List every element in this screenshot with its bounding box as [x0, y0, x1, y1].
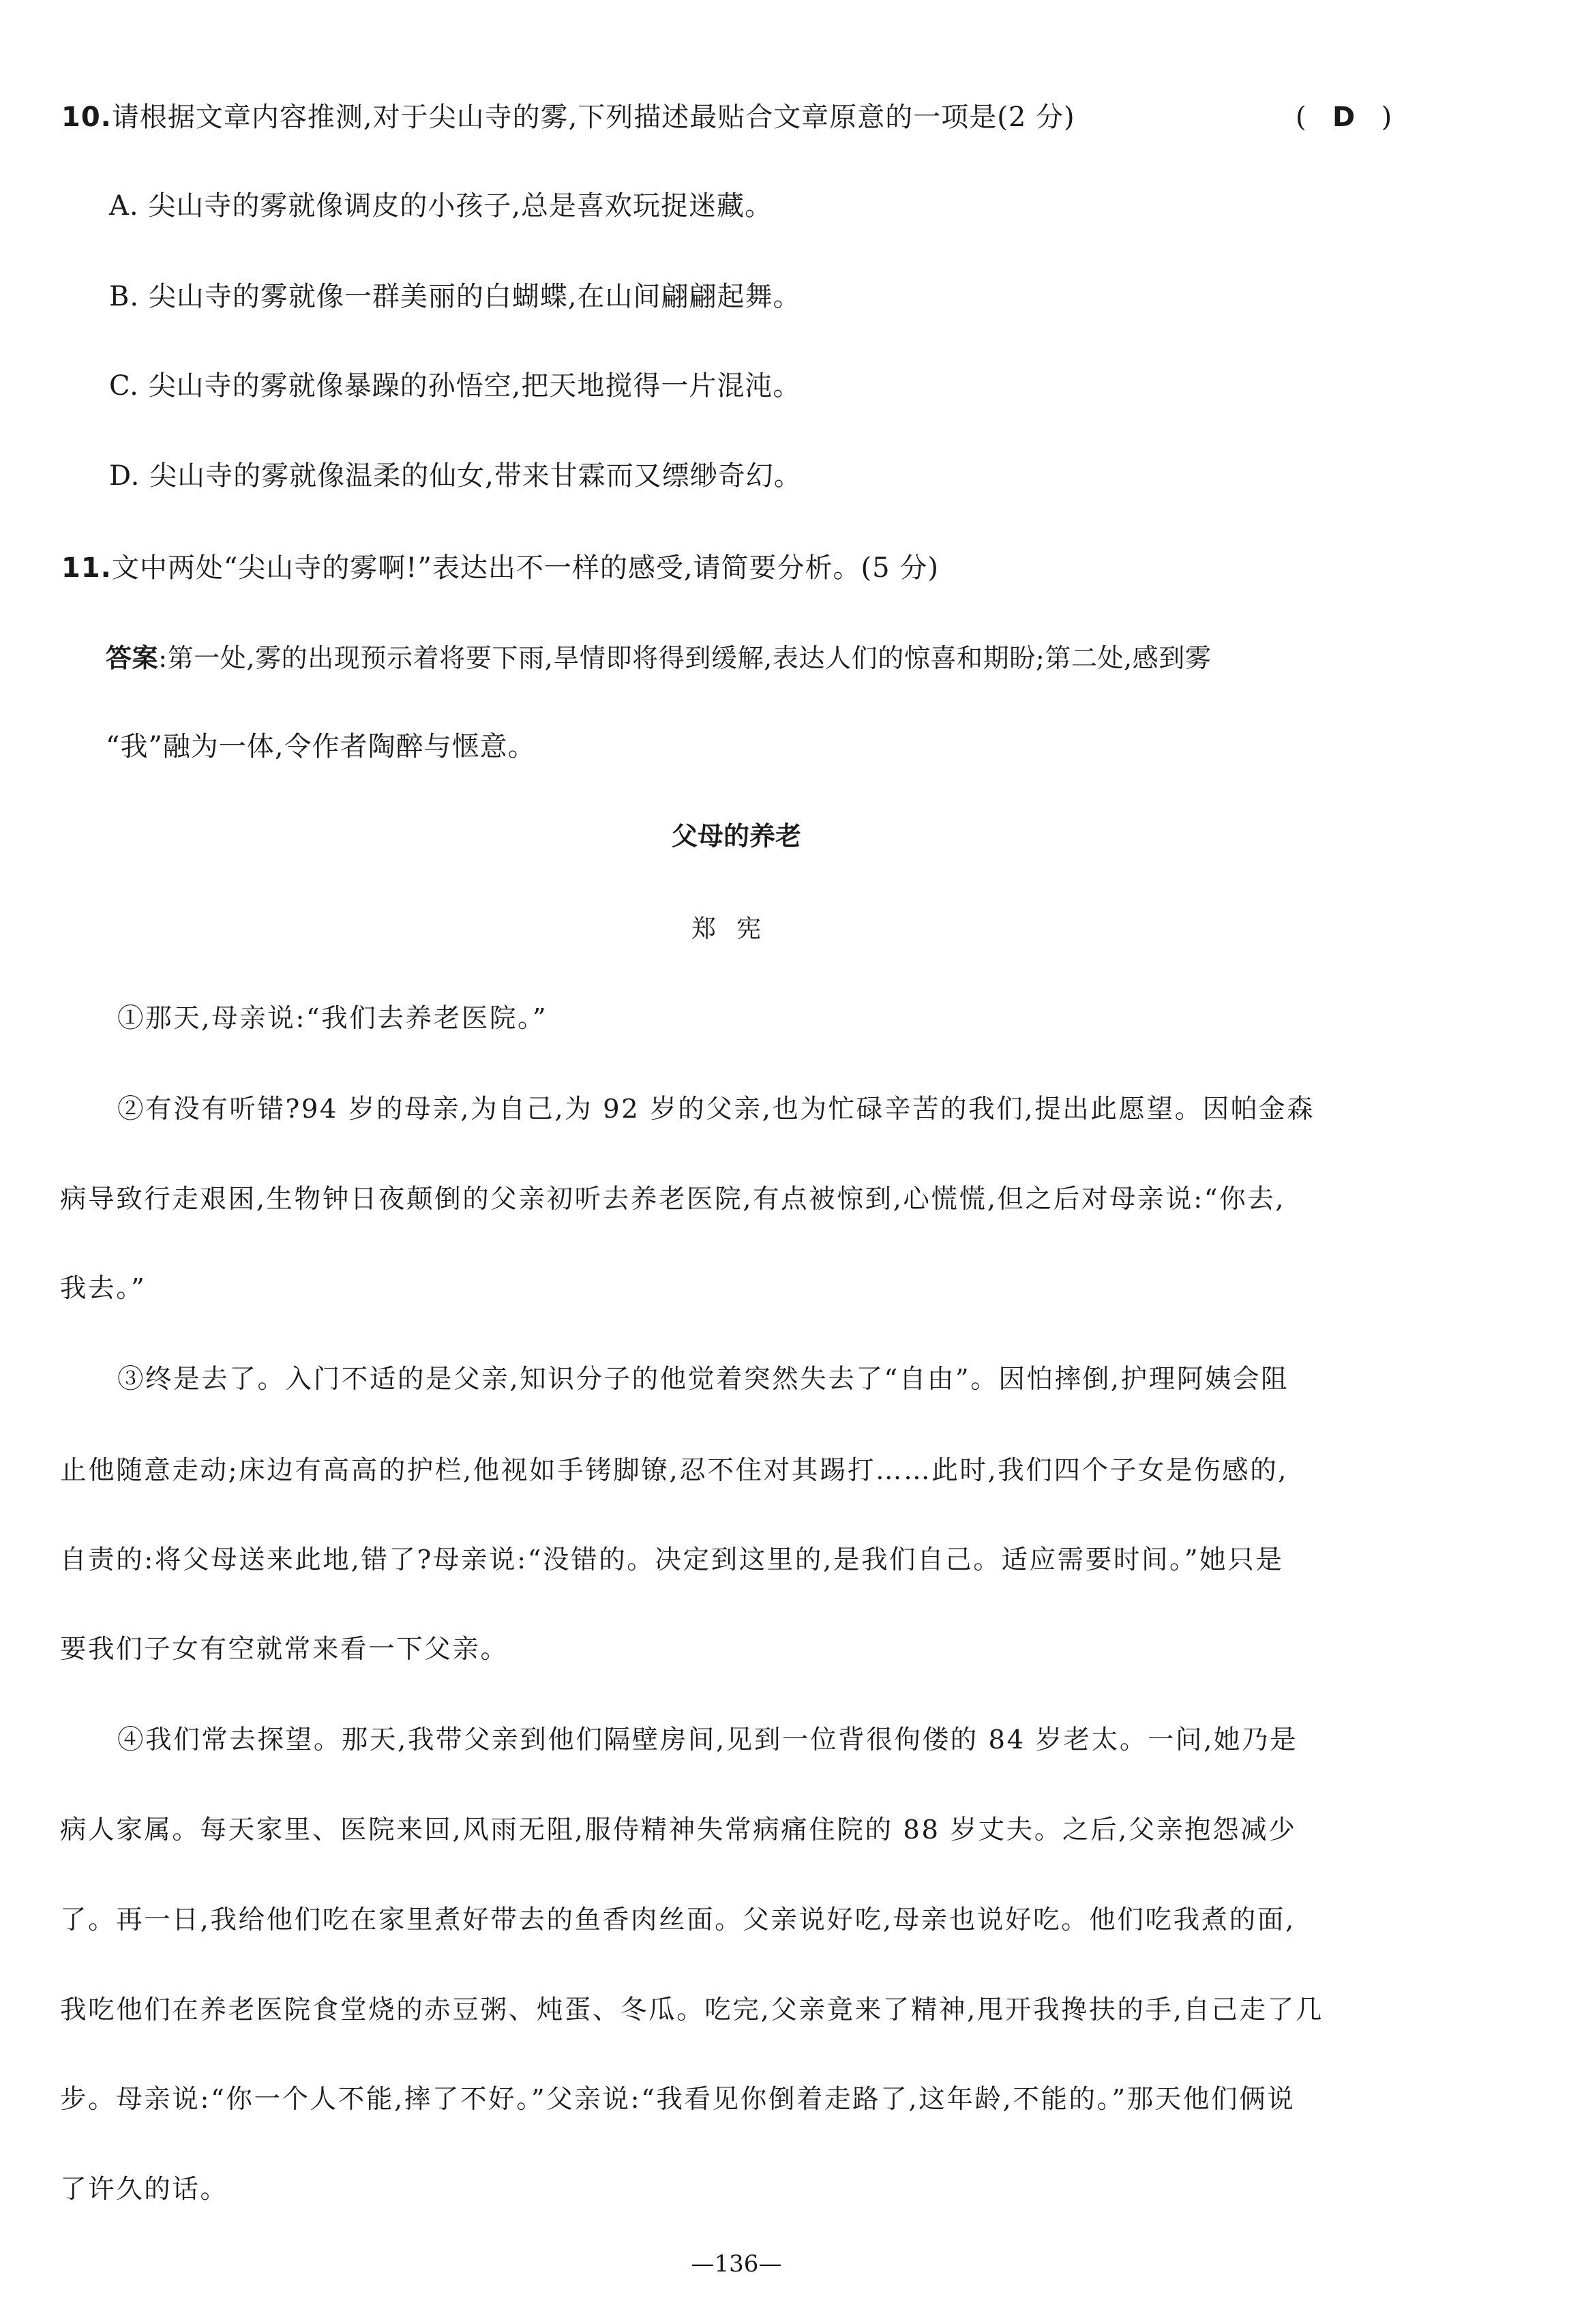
question-10-answer [1296, 98, 1392, 136]
question-11 [61, 549, 939, 587]
article-title: 父母的养老 [671, 821, 801, 851]
article-line-5: ③终是去了。入门不适的是父亲,知识分子的他觉着突然失去了“自由”。因怕摔倒,护理阿姨会阻 [117, 1364, 1289, 1395]
article-line-11: 了。再一日,我给他们吃在家里煮好带去的鱼香肉丝面。父亲说好吃,母亲也说好吃。他们吃我煮的面, [60, 1905, 1296, 1935]
article-line-6: 止他随意走动;床边有高高的护栏,他视如手铐脚镣,忍不住对其踢打……此时,我们四个子女是伤感的, [60, 1455, 1289, 1486]
answer-label: 答案 [106, 643, 159, 673]
question-11-answer [106, 639, 1212, 677]
article-author: 郑宪 [691, 915, 781, 943]
article-line-2: ②有没有听错?94 岁的母亲,为自己,为 92 岁的父亲,也为忙碌辛苦的我们,提出此愿望。因帕金森 [117, 1094, 1315, 1124]
article-line-10: 病人家属。每天家里、医院来回,风雨无阻,服侍精神失常病痛住院的 88 岁丈夫。之后,父亲抱怨减少 [60, 1815, 1297, 1845]
article-line-14: 了许久的话。 [60, 2174, 228, 2205]
option-c: C. 尖山寺的雾就像暴躁的孙悟空,把天地搅得一片混沌。 [109, 370, 801, 402]
question-10-text: 请根据文章内容推测,对于尖山寺的雾,下列描述最贴合文章原意的一项是(2 分) [111, 102, 1075, 133]
article-line-3: 病导致行走艰困,生物钟日夜颠倒的父亲初听去养老医院,有点被惊到,心慌慌,但之后对母亲说:“你去, [60, 1184, 1286, 1215]
option-d: D. 尖山寺的雾就像温柔的仙女,带来甘霖而又缥缈奇幻。 [109, 460, 802, 492]
page-number: —136— [691, 2250, 782, 2278]
article-line-1: ①那天,母亲说:“我们去养老医院。” [117, 1003, 548, 1034]
article-line-7: 自责的:将父母送来此地,错了?母亲说:“没错的。决定到这里的,是我们自己。适应需要时间。”她只是 [60, 1545, 1284, 1575]
option-b: B. 尖山寺的雾就像一群美丽的白蝴蝶,在山间翩翩起舞。 [109, 281, 801, 312]
article-line-8: 要我们子女有空就常来看一下父亲。 [60, 1634, 509, 1665]
question-10 [61, 98, 1075, 136]
article-line-9: ④我们常去探望。那天,我带父亲到他们隔壁房间,见到一位背很佝偻的 84 岁老太。一问,她乃是 [117, 1725, 1298, 1755]
question-10-answer-value: D [1332, 102, 1356, 133]
question-11-text: 文中两处“尖山寺的雾啊!”表达出不一样的感受,请简要分析。(5 分) [111, 552, 939, 584]
article-line-13: 步。母亲说:“你一个人不能,摔了不好。”父亲说:“我看见你倒着走路了,这年龄,不能的。”那天他们俩说 [60, 2084, 1296, 2115]
option-a: A. 尖山寺的雾就像调皮的小孩子,总是喜欢玩捉迷藏。 [109, 190, 773, 222]
article-line-4: 我去。” [60, 1273, 147, 1304]
answer-text-line-2: “我”融为一体,令作者陶醉与惬意。 [106, 731, 536, 762]
question-10-number: 10. [61, 102, 112, 133]
article-line-12: 我吃他们在养老医院食堂烧的赤豆粥、炖蛋、冬瓜。吃完,父亲竟来了精神,甩开我搀扶的手,自己走了几 [60, 1995, 1324, 2025]
answer-close-paren: ) [1381, 102, 1392, 133]
question-11-number: 11. [61, 552, 112, 584]
answer-text-line-1: :第一处,雾的出现预示着将要下雨,旱情即将得到缓解,表达人们的惊喜和期盼;第二处,感到雾 [158, 643, 1212, 673]
answer-open-paren: ( [1296, 102, 1306, 133]
